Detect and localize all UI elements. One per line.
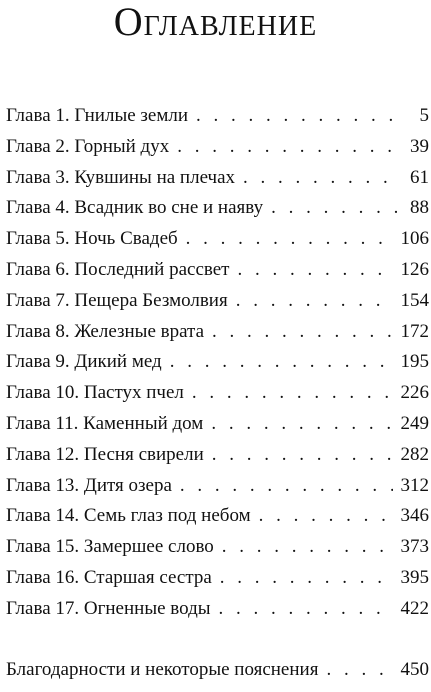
dot-leader — [326, 658, 392, 682]
dot-leader — [243, 166, 397, 190]
toc-entry-page: 126 — [400, 258, 429, 280]
table-of-contents — [6, 104, 431, 628]
toc-entry-page: 106 — [400, 228, 429, 250]
dot-leader — [220, 566, 393, 590]
toc-entry-chapter-9[interactable] — [6, 350, 431, 381]
dot-leader — [212, 320, 392, 344]
toc-entry-chapter-2[interactable] — [6, 135, 431, 166]
toc-entry-label: Глава 6. Последний рассвет — [6, 258, 230, 280]
toc-entry-label: Глава 4. Всадник во сне и наяву — [6, 197, 264, 219]
toc-entry-page: 5 — [419, 105, 429, 126]
dot-leader — [222, 535, 393, 559]
dot-leader — [186, 227, 393, 251]
toc-entry-page: 154 — [400, 289, 429, 311]
toc-entry-page: 450 — [400, 659, 429, 680]
toc-entry-page: 249 — [400, 412, 429, 434]
toc-entry-chapter-7[interactable] — [6, 289, 431, 320]
toc-entry-label: Глава 10. Пастух пчел — [6, 382, 184, 404]
toc-entry-label: Глава 3. Кувшины на плечах — [6, 166, 236, 188]
acknowledgements-section — [6, 658, 431, 689]
dot-leader — [219, 597, 393, 621]
dot-leader — [192, 381, 393, 405]
toc-entry-chapter-6[interactable] — [6, 258, 431, 289]
toc-entry-chapter-16[interactable] — [6, 566, 431, 597]
toc-entry-page: 395 — [400, 566, 429, 588]
toc-entry-page: 88 — [410, 197, 429, 219]
toc-entry-label: Благодарности и некоторые пояснения — [6, 659, 319, 680]
toc-entry-page: 172 — [400, 320, 429, 342]
toc-entry-label: Глава 2. Горный дух — [6, 135, 170, 157]
toc-entry-chapter-5[interactable] — [6, 227, 431, 258]
dot-leader — [271, 196, 397, 220]
toc-entry-label: Глава 14. Семь глаз под небом — [6, 505, 251, 527]
toc-entry-page: 373 — [400, 536, 429, 558]
toc-entry-chapter-17[interactable] — [6, 597, 431, 628]
toc-entry-page: 346 — [400, 505, 429, 527]
toc-entry-chapter-4[interactable] — [6, 196, 431, 227]
toc-entry-acknowledgements[interactable] — [6, 658, 431, 689]
dot-leader — [196, 104, 397, 128]
dot-leader — [180, 474, 393, 498]
toc-entry-chapter-11[interactable] — [6, 412, 431, 443]
toc-entry-label: Глава 11. Каменный дом — [6, 412, 204, 434]
toc-entry-label: Глава 16. Старшая сестра — [6, 566, 212, 588]
dot-leader — [259, 504, 393, 528]
toc-entry-page: 312 — [400, 474, 429, 496]
toc-entry-chapter-10[interactable] — [6, 381, 431, 412]
toc-entry-chapter-3[interactable] — [6, 166, 431, 197]
toc-entry-label: Глава 1. Гнилые земли — [6, 105, 189, 126]
toc-entry-label: Глава 9. Дикий мед — [6, 351, 162, 373]
toc-entry-label: Глава 12. Песня свирели — [6, 443, 204, 465]
toc-entry-chapter-1[interactable] — [6, 104, 431, 135]
dot-leader — [211, 412, 392, 436]
toc-entry-chapter-14[interactable] — [6, 504, 431, 535]
toc-entry-chapter-8[interactable] — [6, 320, 431, 351]
toc-entry-label: Глава 7. Пещера Безмолвия — [6, 289, 228, 311]
toc-entry-page: 422 — [400, 597, 429, 619]
toc-entry-label: Глава 17. Огненные воды — [6, 597, 211, 619]
toc-entry-label: Глава 13. Дитя озера — [6, 474, 172, 496]
toc-entry-label: Глава 8. Железные врата — [6, 320, 205, 342]
dot-leader — [236, 289, 393, 313]
toc-entry-chapter-12[interactable] — [6, 443, 431, 474]
toc-entry-chapter-15[interactable] — [6, 535, 431, 566]
dot-leader — [177, 135, 397, 159]
toc-entry-label: Глава 5. Ночь Свадеб — [6, 228, 178, 250]
toc-entry-page: 39 — [410, 135, 429, 157]
dot-leader — [237, 258, 392, 282]
toc-entry-page: 282 — [400, 443, 429, 465]
toc-entry-chapter-13[interactable] — [6, 474, 431, 505]
page-title: Оглавление — [113, 0, 318, 44]
toc-entry-label: Глава 15. Замершее слово — [6, 536, 214, 558]
toc-entry-page: 195 — [400, 351, 429, 373]
dot-leader — [170, 350, 393, 374]
toc-entry-page: 226 — [400, 382, 429, 404]
toc-entry-page: 61 — [410, 166, 429, 188]
dot-leader — [212, 443, 393, 467]
